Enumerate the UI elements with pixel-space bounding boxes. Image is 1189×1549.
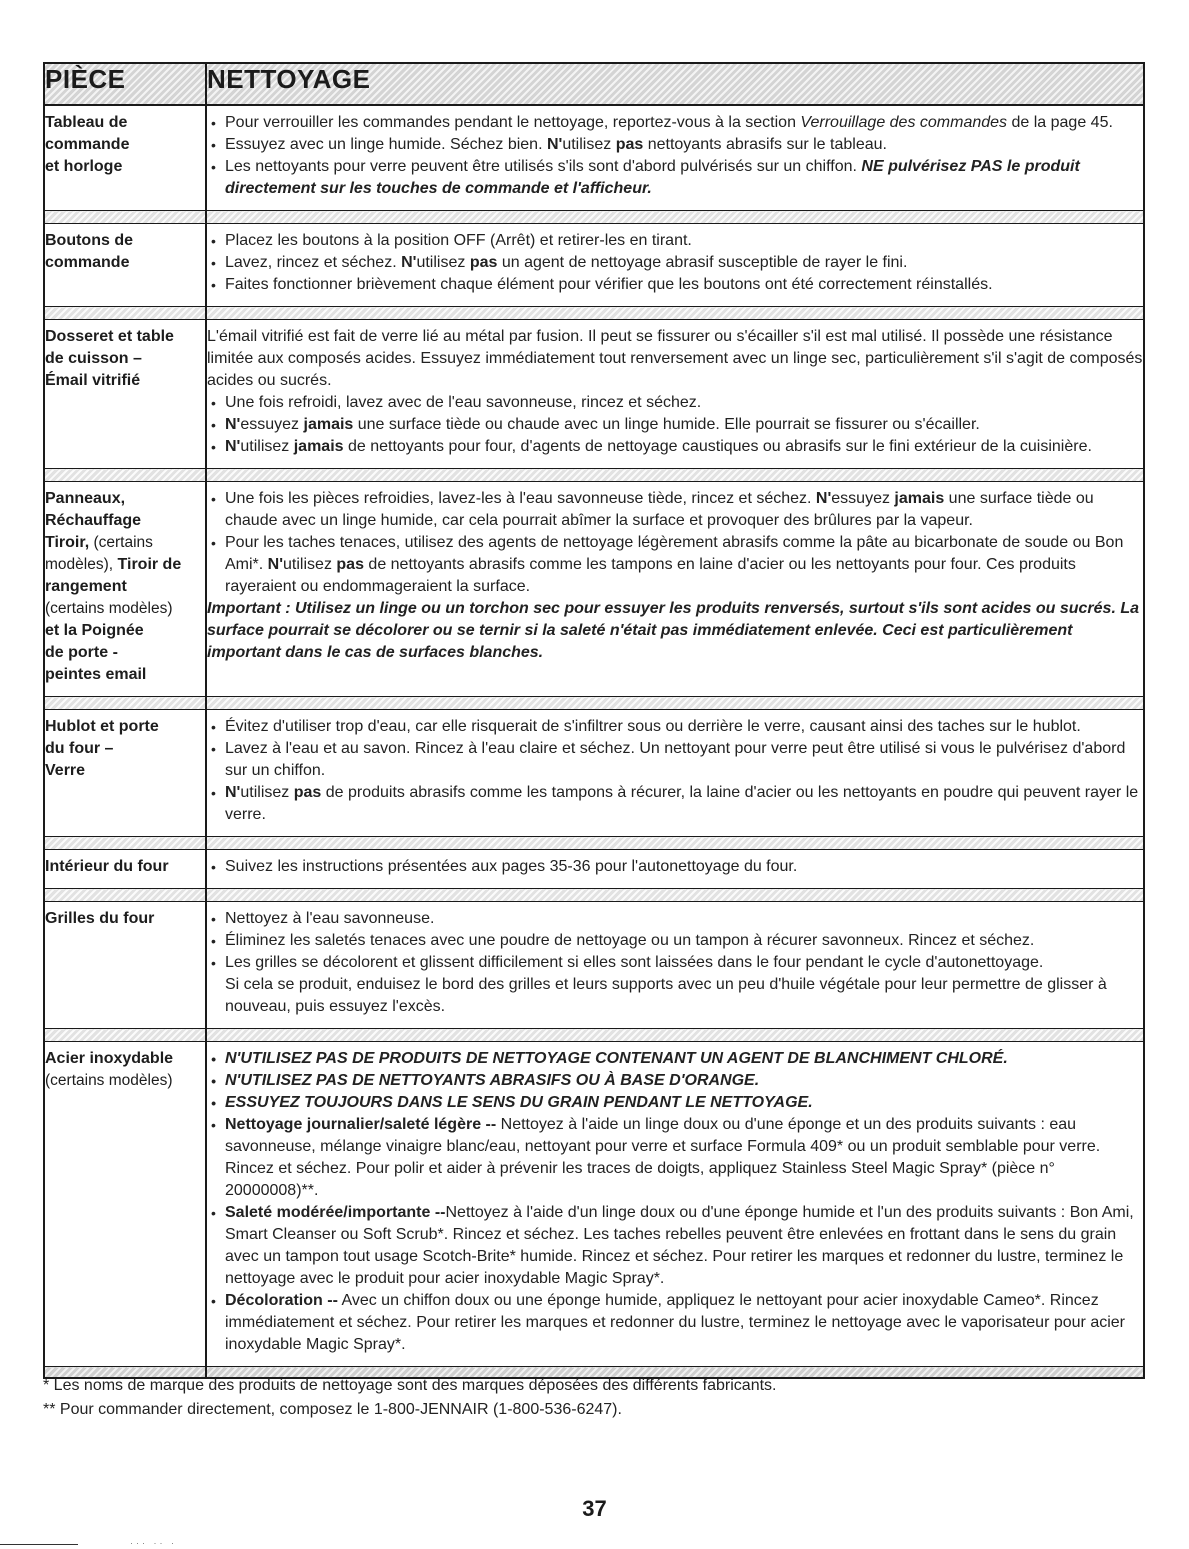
row-label [44,105,206,211]
label-line: Grilles du four [45,910,155,927]
warning-item: • ESSUYEZ TOUJOURS DANS LE SENS DU GRAIN PENDANT LE NETTOYAGE. [207,1092,1143,1114]
row-content [206,902,1144,1029]
row-label [44,224,206,307]
row-label [44,710,206,837]
intro-paragraph: L'émail vitrifié est fait de verre lié au métal par fusion. Il peut se fissurer ou s'écailler s'il est mal utilisé. Il possède une résistance limitée aux composés acides. Essuyez immédiatement tout renversement avec un linge sec, particulièrement s'il s'agit de composés acides ou sucrés. [207,328,1143,389]
list-item: • Nettoyage journalier/saleté légère -- Nettoyez à l'aide un linge doux ou d'une éponge et un des produits suivants : eau savonneuse, mélange vinaigre blanc/eau, nettoyant pour verre et surface Formula 409* ou un produit semblable pour verre. Rincez et séchez. Pour polir et aider à prévenir les traces de doigts, appliquez Stainless Steel Magic Spray* (pièce n° 20000008)**. [207,1114,1143,1202]
table-row [44,902,1144,1029]
footnote: ** Pour commander directement, composez le 1-800-JENNAIR (1-800-536-6247). [43,1401,622,1418]
table-row [44,105,1144,211]
table-row [44,482,1144,697]
table-row [44,1042,1144,1367]
crop-line [0,1544,78,1545]
warning-item: • N'UTILISEZ PAS DE PRODUITS DE NETTOYAGE CONTENANT UN AGENT DE BLANCHIMENT CHLORÉ. [207,1048,1143,1070]
label-line: Panneaux, [45,490,126,507]
cleaning-table-wrapper [43,62,1143,1379]
row-content [206,320,1144,469]
label-line: Tiroir, (certains [45,534,153,551]
list-item: • N'essuyez jamais une surface tiède ou chaude avec un linge humide. Elle pourrait se fissurer ou s'écailler. [207,414,1143,436]
list-item: • Suivez les instructions présentées aux pages 35-36 pour l'autonettoyage du four. [207,856,1143,878]
label-line: Verre [45,762,86,779]
list-item: • Faites fonctionner brièvement chaque élément pour vérifier que les boutons ont été correctement réinstallés. [207,274,1143,296]
header-piece: PIÈCE [44,63,206,105]
list-item: • Les nettoyants pour verre peuvent être utilisés s'ils sont d'abord pulvérisés sur un chiffon. NE pulvérisez PAS le produit directement sur les touches de commande et l'afficheur. [207,156,1143,200]
list-item: • Pour les taches tenaces, utilisez des agents de nettoyage légèrement abrasifs comme la pâte au bicarbonate de soude ou Bon Ami*. N'utilisez pas de nettoyants abrasifs comme les tampons en laine d'acier ou les nettoyants pour four. Ces produits rayeraient ou endommageraient la surface. [207,532,1143,598]
list-item: • Placez les boutons à la position OFF (Arrêt) et retirer-les en tirant. [207,230,1143,252]
label-line: Tableau de [45,114,128,131]
label-line: commande [45,254,130,271]
list-item: • Une fois refroidi, lavez avec de l'eau savonneuse, rincez et séchez. [207,392,1143,414]
label-line: Intérieur du four [45,858,169,875]
list-item: • Décoloration -- Avec un chiffon doux ou une éponge humide, appliquez le nettoyant pour acier inoxydable Cameo*. Rincez immédiatement et séchez. Pour retirer les marques et redonner du lustre, terminez le nettoyage avec le vaporisateur pour acier inoxydable Magic Spray*. [207,1290,1143,1356]
list-item: • N'utilisez jamais de nettoyants pour four, d'agents de nettoyage caustiques ou abrasifs sur le fini extérieur de la cuisinière. [207,436,1143,458]
label-line: Acier inoxydable [45,1050,174,1067]
list-item: • Nettoyez à l'eau savonneuse. [207,908,1143,930]
row-content [206,482,1144,697]
list-item: • Essuyez avec un linge humide. Séchez bien. N'utilisez pas nettoyants abrasifs sur le tableau. [207,134,1143,156]
list-item: • Éliminez les saletés tenaces avec une poudre de nettoyage ou un tampon à récurer savonneux. Rincez et séchez. [207,930,1143,952]
list-item: • N'utilisez pas de produits abrasifs comme les tampons à récurer, la laine d'acier ou les nettoyants en poudre qui peuvent rayer le verre. [207,782,1143,826]
label-line: Dosseret et table [45,328,174,345]
row-content [206,850,1144,889]
row-content [206,105,1144,211]
label-line: modèles), Tiroir de [45,556,182,573]
table-row [44,710,1144,837]
important-note: Important : Utilisez un linge ou un torchon sec pour essuyer les produits renversés, surtout s'ils sont acides ou sucrés. La surface pourrait se décolorer ou se ternir si la saleté n'était pas immédiatement enlevée. Ceci est particulièrement important dans le cas de surfaces blanches. [207,600,1140,661]
label-line: (certains modèles) [45,1072,173,1089]
table-row [44,224,1144,307]
row-label [44,902,206,1029]
footnotes [43,1374,1143,1422]
label-line: Réchauffage [45,512,142,529]
page-number: 37 [582,1496,607,1521]
label-line: et la Poignée [45,622,144,639]
row-label [44,320,206,469]
list-item: • Saleté modérée/importante --Nettoyez à l'aide d'un linge doux ou d'une éponge humide et l'un des produits suivants : Bon Ami, Smart Cleanser ou Soft Scrub*. Rincez et séchez. Les taches rebelles peuvent être enlevées en frottant dans le sens du grain avec un tampon tout usage Scotch-Brite* humide. Rincez et séchez. Pour retirer les marques et redonner du lustre, terminez le nettoyage avec le produit pour acier inoxydable Magic Spray*. [207,1202,1143,1290]
table-row [44,320,1144,469]
label-line: Hublot et porte [45,718,159,735]
label-line: Boutons de [45,232,133,249]
list-item: • Évitez d'utiliser trop d'eau, car elle risquerait de s'infiltrer sous ou derrière le verre, causant ainsi des taches sur le hublot. [207,716,1143,738]
row-label [44,482,206,697]
label-line: commande [45,136,130,153]
row-content [206,1042,1144,1367]
list-item: • Lavez, rincez et séchez. N'utilisez pas un agent de nettoyage abrasif susceptible de rayer le fini. [207,252,1143,274]
label-line: du four – [45,740,114,757]
row-label [44,850,206,889]
cleaning-table [43,62,1145,1379]
header-nettoyage: NETTOYAGE [206,63,1144,105]
warning-item: • N'UTILISEZ PAS DE NETTOYANTS ABRASIFS OU À BASE D'ORANGE. [207,1070,1143,1092]
label-line: (certains modèles) [45,600,173,617]
list-item: • Lavez à l'eau et au savon. Rincez à l'eau claire et séchez. Un nettoyant pour verre peut être utilisé si vous le pulvérisez d'abord sur un chiffon. [207,738,1143,782]
list-item-continuation: Si cela se produit, enduisez le bord des grilles et leurs supports avec un peu d'huile végétale pour leur permettre de glisser à nouveau, puis essuyez l'excès. [225,976,1107,1015]
row-content [206,224,1144,307]
row-label [44,1042,206,1367]
label-line: et horloge [45,158,123,175]
list-item: • Une fois les pièces refroidies, lavez-les à l'eau savonneuse tiède, rincez et séchez. N'essuyez jamais une surface tiède ou chaude avec un linge humide, car cela pourrait abîmer la surface et provoquer des brûlures par la vapeur. [207,488,1143,532]
list-item: • Les grilles se décolorent et glissent difficilement si elles sont laissées dans le four pendant le cycle d'autonettoyage. [207,952,1143,974]
label-line: Émail vitrifié [45,372,141,389]
table-row [44,850,1144,889]
label-line: de porte - [45,644,118,661]
table-header [44,63,1144,105]
row-content [206,710,1144,837]
label-line: rangement [45,578,127,595]
label-line: peintes email [45,666,147,683]
footnote: * Les noms de marque des produits de nettoyage sont des marques déposées des différents fabricants. [43,1377,777,1394]
crop-marks: ··· ·· · [130,1538,177,1548]
list-item: • Pour verrouiller les commandes pendant le nettoyage, reportez-vous à la section Verrouillage des commandes de la page 45. [207,112,1143,134]
label-line: de cuisson – [45,350,142,367]
